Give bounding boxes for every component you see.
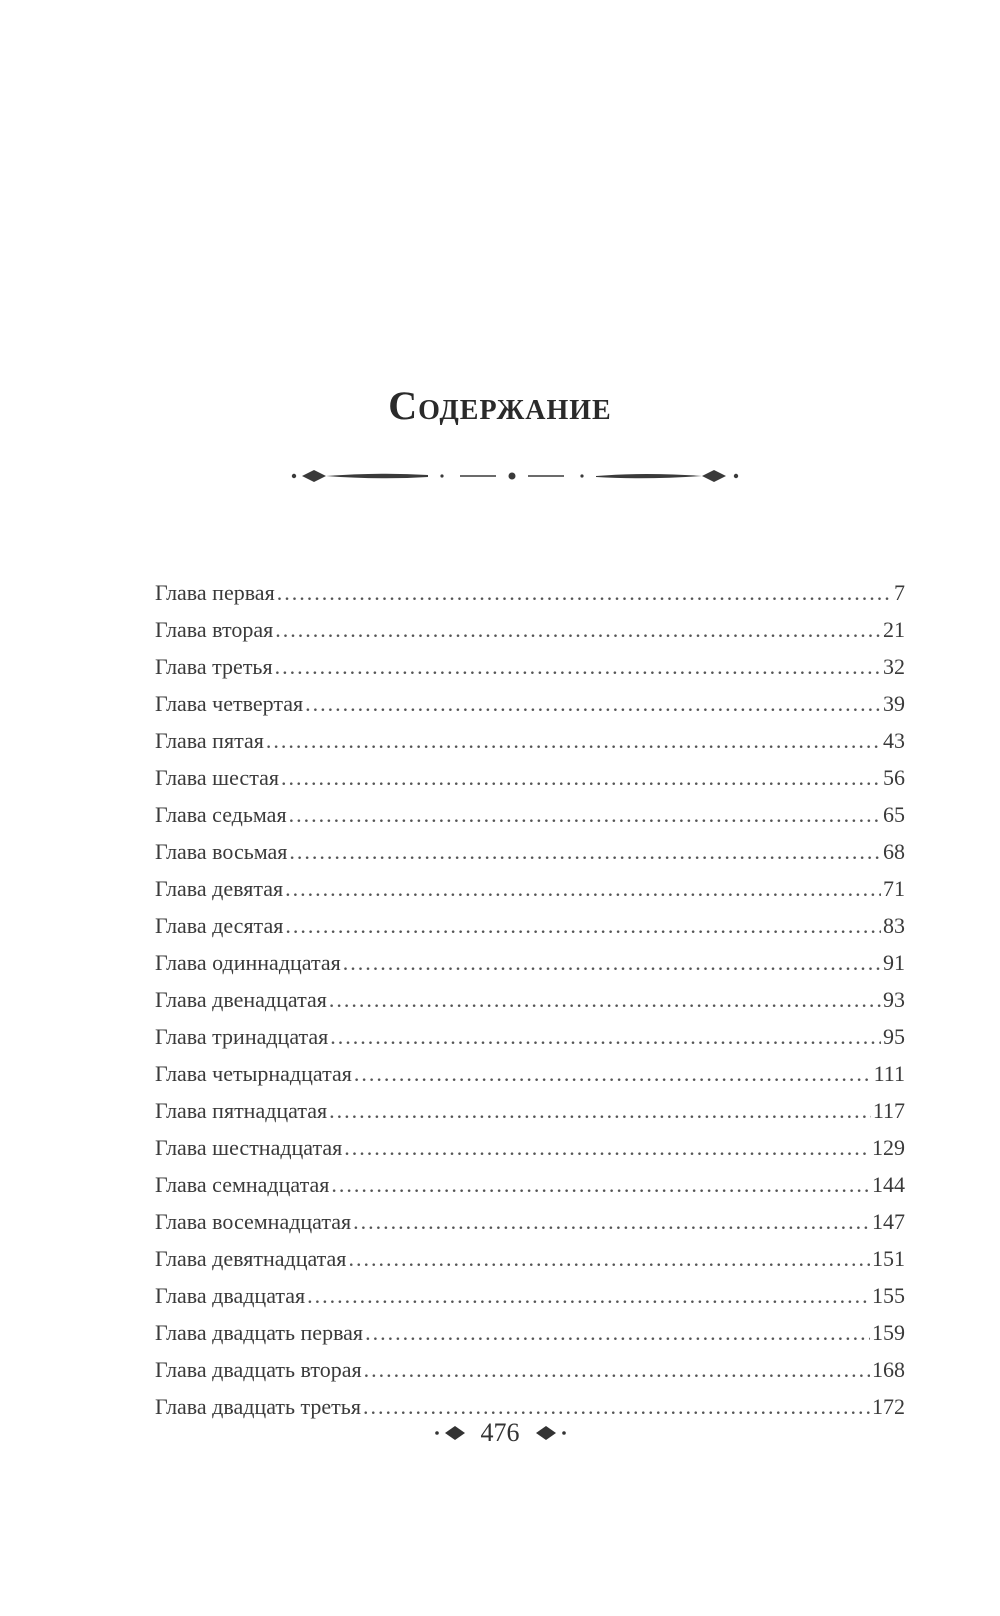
toc-entry[interactable]	[155, 1098, 905, 1135]
toc-leader-dots	[329, 987, 881, 1013]
toc-leader-dots	[353, 1209, 870, 1235]
toc-entry[interactable]	[155, 1209, 905, 1246]
toc-page-number: 159	[872, 1320, 905, 1345]
toc-chapter-title: Глава пятая	[155, 728, 264, 753]
toc-page-number: 43	[883, 728, 905, 753]
toc-entry[interactable]	[155, 950, 905, 987]
toc-leader-dots	[275, 654, 881, 680]
toc-leader-dots	[344, 1135, 870, 1161]
toc-chapter-title: Глава двенадцатая	[155, 987, 327, 1012]
page-number: 476	[480, 1418, 520, 1447]
toc-leader-dots	[266, 728, 881, 754]
toc-entry[interactable]	[155, 913, 905, 950]
toc-chapter-title: Глава вторая	[155, 617, 274, 642]
toc-entry[interactable]	[155, 839, 905, 876]
toc-page-number: 129	[872, 1135, 905, 1160]
toc-chapter-title: Глава четырнадцатая	[155, 1061, 352, 1086]
toc-chapter-title: Глава девятнадцатая	[155, 1246, 347, 1271]
toc-entry[interactable]	[155, 617, 905, 654]
page-title: Содержание	[388, 382, 612, 428]
toc-page-number: 172	[872, 1394, 905, 1419]
toc-page-number: 39	[883, 691, 905, 716]
toc-page-number: 65	[883, 802, 905, 827]
toc-chapter-title: Глава двадцать вторая	[155, 1357, 362, 1382]
toc-entry[interactable]	[155, 580, 905, 617]
toc-leader-dots	[364, 1357, 870, 1383]
toc-leader-dots	[348, 1246, 870, 1272]
toc-leader-dots	[343, 950, 881, 976]
toc-leader-dots	[285, 913, 881, 939]
toc-leader-dots	[285, 876, 881, 902]
toc-chapter-title: Глава пятнадцатая	[155, 1098, 328, 1123]
toc-page-number: 93	[883, 987, 905, 1012]
toc-entry[interactable]	[155, 1283, 905, 1320]
toc-page-number: 7	[894, 580, 905, 605]
toc-leader-dots	[329, 1098, 871, 1124]
toc-leader-dots	[305, 691, 881, 717]
toc-leader-dots	[289, 839, 881, 865]
toc-page-number: 117	[872, 1098, 905, 1123]
toc-chapter-title: Глава восемнадцатая	[155, 1209, 352, 1234]
toc-chapter-title: Глава третья	[155, 654, 273, 679]
toc-leader-dots	[281, 765, 881, 791]
toc-chapter-title: Глава восьмая	[155, 839, 288, 864]
toc-chapter-title: Глава двадцать первая	[155, 1320, 364, 1345]
divider-ornament-icon	[290, 468, 750, 484]
toc-page-number: 144	[872, 1172, 905, 1197]
toc-chapter-title: Глава одиннадцатая	[155, 950, 341, 975]
toc-chapter-title: Глава десятая	[155, 913, 284, 938]
toc-chapter-title: Глава девятая	[155, 876, 284, 901]
toc-chapter-title: Глава седьмая	[155, 802, 287, 827]
toc-page-number: 147	[872, 1209, 905, 1234]
toc-page-number: 56	[883, 765, 905, 790]
toc-leader-dots	[365, 1320, 870, 1346]
toc-page-number: 32	[883, 654, 905, 679]
toc-page-number: 71	[883, 876, 905, 901]
toc-leader-dots	[275, 617, 881, 643]
toc-entry[interactable]	[155, 1061, 905, 1098]
toc-entry[interactable]	[155, 1135, 905, 1172]
toc-entry[interactable]	[155, 802, 905, 839]
toc-chapter-title: Глава двадцать третья	[155, 1394, 361, 1419]
toc-page-number: 68	[883, 839, 905, 864]
toc-entry[interactable]	[155, 1024, 905, 1061]
toc-page-number: 95	[883, 1024, 905, 1049]
toc-chapter-title: Глава семнадцатая	[155, 1172, 330, 1197]
folio-ornament-left-icon	[433, 1425, 469, 1441]
toc-page-number: 91	[883, 950, 905, 975]
toc-page-number: 83	[883, 913, 905, 938]
toc-chapter-title: Глава двадцатая	[155, 1283, 306, 1308]
toc-page-number: 21	[883, 617, 905, 642]
toc-chapter-title: Глава шестнадцатая	[155, 1135, 343, 1160]
toc-entry[interactable]	[155, 765, 905, 802]
toc-entry[interactable]	[155, 654, 905, 691]
toc-entry[interactable]	[155, 691, 905, 728]
toc-entry[interactable]	[155, 1246, 905, 1283]
toc-entry[interactable]	[155, 728, 905, 765]
toc-page-number: 155	[872, 1283, 905, 1308]
toc-leader-dots	[307, 1283, 870, 1309]
toc-leader-dots	[363, 1394, 870, 1420]
toc-chapter-title: Глава шестая	[155, 765, 279, 790]
table-of-contents	[155, 580, 905, 1431]
toc-entry[interactable]	[155, 987, 905, 1024]
toc-page-number: 111	[873, 1061, 905, 1086]
toc-page-number: 168	[872, 1357, 905, 1382]
toc-leader-dots	[330, 1024, 881, 1050]
toc-entry[interactable]	[155, 1172, 905, 1209]
toc-leader-dots	[289, 802, 881, 828]
toc-page-number: 151	[872, 1246, 905, 1271]
toc-chapter-title: Глава четвертая	[155, 691, 304, 716]
page-footer	[0, 1418, 1000, 1448]
folio-ornament-right-icon	[532, 1425, 568, 1441]
toc-entry[interactable]	[155, 1320, 905, 1357]
toc-leader-dots	[277, 580, 892, 606]
toc-chapter-title: Глава первая	[155, 580, 275, 605]
toc-chapter-title: Глава тринадцатая	[155, 1024, 329, 1049]
toc-leader-dots	[331, 1172, 870, 1198]
toc-leader-dots	[354, 1061, 872, 1087]
toc-entry[interactable]	[155, 876, 905, 913]
toc-entry[interactable]	[155, 1357, 905, 1394]
